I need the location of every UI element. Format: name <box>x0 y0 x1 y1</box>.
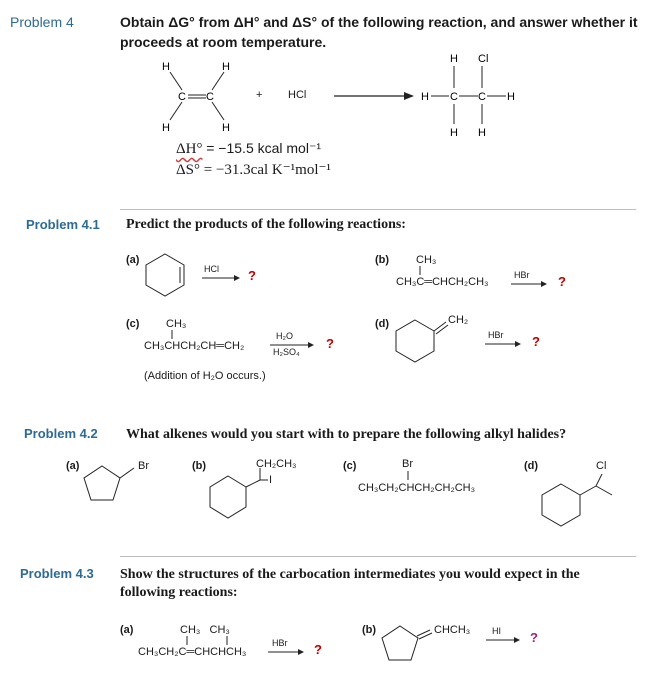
chloroethane-structure <box>418 52 528 142</box>
product-c2: C <box>478 91 486 103</box>
delta-h-value: = −15.5 kcal mol⁻¹ <box>206 140 322 156</box>
divider-1 <box>120 209 636 210</box>
p41-c-reagent-bottom: H₂SO₄ <box>273 347 300 357</box>
p42-b-sub: I <box>269 474 273 486</box>
p41-c-top: CH₃ <box>166 318 187 330</box>
p43-a-arrow <box>268 648 308 656</box>
problem-4-text-line2: proceeds at room temperature. <box>120 34 327 50</box>
product-h-bottom1: H <box>450 127 458 139</box>
problem-4-3-text-line2: following reactions: <box>120 585 238 600</box>
delta-s-value: = −31.3cal K⁻¹mol⁻¹ <box>203 162 331 178</box>
product-h-bottom2: H <box>478 127 486 139</box>
p43-b-arrow <box>486 636 526 644</box>
problem-4-3-text-line1: Show the structures of the carbocation intermediates you would expect in the <box>120 567 580 582</box>
enthalpy-line <box>176 140 321 158</box>
hcl-reagent: HCl <box>288 89 307 101</box>
p42-b-sub-top: CH₂CH₃ <box>256 458 297 470</box>
p41-a-arrow <box>202 274 242 282</box>
plus-sign: + <box>256 89 263 101</box>
reaction-arrow <box>334 90 414 102</box>
ethylene-h2: H <box>222 61 230 73</box>
p41-a-reagent: HCl <box>204 264 219 274</box>
entropy-line <box>176 160 331 179</box>
problem-4-2-text: What alkenes would you start with to prepare the following alkyl halides? <box>126 427 567 442</box>
problem-4-label: Problem 4 <box>10 14 74 30</box>
p42-d-sub: Cl <box>596 460 607 472</box>
p41-c-reagent-top: H₂O <box>276 331 293 341</box>
p41-d-label: (d) <box>375 318 390 330</box>
product-h-left: H <box>421 91 429 103</box>
ethylene-structure <box>140 58 250 138</box>
p41-b-reagent: HBr <box>514 270 530 280</box>
product-h-top1: H <box>450 53 458 65</box>
product-c1: C <box>450 91 458 103</box>
ethylene-c1: C <box>178 91 186 103</box>
p43-b-reagent: HI <box>492 626 501 636</box>
p41-c-label: (c) <box>126 318 140 330</box>
p41-c-question: ? <box>326 336 334 351</box>
p43-a-top: CH₃ CH₃ <box>180 624 230 636</box>
problem-4-text <box>120 12 650 52</box>
p41-b-arrow <box>511 280 551 288</box>
p41-a-question: ? <box>248 268 256 283</box>
ethylene-c2: C <box>206 91 214 103</box>
p41-c-bond <box>170 330 174 340</box>
problem-4-text-line1: Obtain ΔG° from ΔH° and ΔS° of the following reaction, and answer whether it <box>120 14 638 30</box>
p43-a-bonds <box>182 636 242 646</box>
p41-c-formula: CH₃CHCH₂CH═CH₂ <box>144 340 245 352</box>
p42-c-top: Br <box>402 458 413 470</box>
problem-4-3-label: Problem 4.3 <box>20 566 94 581</box>
divider-2 <box>120 556 636 557</box>
p41-d-group: CH₂ <box>448 314 469 326</box>
ethylene-h1: H <box>162 61 170 73</box>
p43-a-formula: CH₃CH₂C═CHCHCH₃ <box>138 646 247 658</box>
p42-c-label: (c) <box>343 460 357 472</box>
p42-c-bond <box>406 471 410 481</box>
problem-4-1-label: Problem 4.1 <box>26 217 100 232</box>
problem-4-1-text: Predict the products of the following reactions: <box>126 217 406 232</box>
p42-d-label: (d) <box>524 460 539 472</box>
p41-b-label: (b) <box>375 254 390 266</box>
p43-a-label: (a) <box>120 624 134 636</box>
p43-a-reagent: HBr <box>272 638 288 648</box>
p42-b-label: (b) <box>192 460 207 472</box>
p42-d-structure <box>540 466 640 528</box>
cyclohexene-structure <box>142 252 188 296</box>
problem-4-3-text <box>120 566 640 602</box>
p41-b-top: CH₃ <box>416 254 437 266</box>
p41-d-question: ? <box>532 334 540 349</box>
product-h-right: H <box>507 91 515 103</box>
p41-c-note: (Addition of H₂O occurs.) <box>144 370 266 382</box>
problem-4-2-label: Problem 4.2 <box>24 426 98 441</box>
p41-d-reagent: HBr <box>488 330 504 340</box>
p43-b-label: (b) <box>362 624 377 636</box>
p43-a-question: ? <box>314 642 322 657</box>
p42-a-label: (a) <box>66 460 80 472</box>
p42-c-formula: CH₃CH₂CHCH₂CH₂CH₃ <box>358 482 476 494</box>
ethylene-h4: H <box>222 122 230 134</box>
ethylidenecyclopentane-structure <box>380 620 440 668</box>
p41-b-formula: CH₃C═CHCH₂CH₃ <box>396 276 489 288</box>
delta-h-label: ΔH° <box>176 141 203 157</box>
p41-b-question: ? <box>558 274 566 289</box>
p41-b-bond <box>418 266 422 276</box>
p41-a-label: (a) <box>126 254 140 266</box>
product-cl-top: Cl <box>478 53 489 65</box>
p43-b-group: CHCH₃ <box>434 624 471 636</box>
p42-b-structure <box>208 462 288 522</box>
ethylene-h3: H <box>162 122 170 134</box>
delta-s-label: ΔS° <box>176 162 200 178</box>
p43-b-question: ? <box>530 630 538 645</box>
p42-a-sub: Br <box>138 460 149 472</box>
p41-d-arrow <box>485 340 525 348</box>
